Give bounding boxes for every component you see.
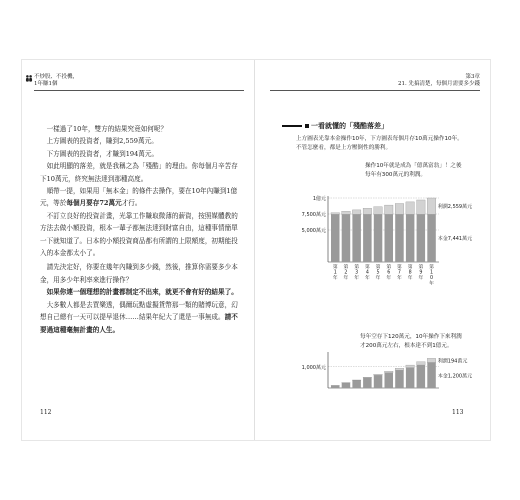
bar-principal — [417, 365, 426, 388]
profit-label: 利潤2,559萬元 — [437, 204, 473, 211]
x-tick-label: 第 — [375, 265, 381, 270]
body-text-run: 下方圖表的投資者，才賺到194萬元。 — [46, 149, 159, 158]
chart-intro-text: 上方圖表光靠本金操作10年，下方圖表每個月存10萬元操作10年。不管怎麼看，都是上方壓倒性的勝利。 — [296, 136, 463, 151]
bar-principal — [385, 214, 394, 262]
x-tick-label: 6 — [387, 270, 391, 276]
bar-profit — [406, 202, 415, 214]
left-running-header — [34, 74, 78, 88]
book-gutter — [254, 60, 255, 440]
x-tick-label: 第 — [386, 265, 392, 270]
bar-principal — [385, 373, 394, 388]
body-text-run: 請先決定好，你要在幾年內賺到多少錢，然後，推算你需要多少本金，用多少年利率來進行操作？ — [40, 263, 238, 284]
y-tick-label: 5,000萬元 — [301, 228, 326, 234]
bar-profit — [395, 203, 404, 214]
bar-principal — [352, 214, 361, 262]
x-tick-label: 第 — [397, 265, 402, 270]
bar-principal — [417, 214, 426, 262]
x-tick-label: 第 — [407, 265, 413, 270]
callout-lower-chart: 每年空存下120萬元，10年操作下來利潤才200萬元左右，根本達不到1億元。 — [360, 334, 462, 349]
x-tick-label: 1 — [430, 270, 434, 276]
title-square — [305, 124, 309, 128]
body-text-run: 順帶一提，如果用「無本金」的條件去操作，要在10年內賺到1億元，等於 — [40, 187, 238, 208]
left-header-rule — [34, 90, 244, 91]
x-tick-label: 年 — [343, 276, 349, 281]
emphasis-text: 如果你連一個理想的計畫都制定不出來，就更不會有好的結果了。 — [46, 288, 238, 297]
bar-principal — [406, 368, 415, 388]
profit-label: 利潤194萬元 — [437, 358, 468, 365]
bar-profit — [374, 374, 383, 375]
body-text-run: 才行。 — [121, 199, 142, 208]
right-header-rule — [270, 90, 480, 91]
x-tick-label: 年 — [429, 281, 434, 287]
bar-profit — [417, 362, 426, 365]
right-header-line-2: 21. 先搞清楚，每個月需要多少錢 — [398, 81, 480, 87]
x-tick-label: 年 — [386, 276, 392, 281]
body-text-run: 一樣過了10年，雙方的結果究竟如何呢？ — [46, 125, 168, 133]
body-paragraph — [40, 286, 240, 298]
bar-profit — [363, 208, 372, 214]
x-tick-label: 第 — [332, 265, 338, 270]
x-tick-label: 4 — [365, 270, 369, 276]
right-page-number: 113 — [452, 409, 464, 416]
bar-principal — [342, 383, 351, 388]
bar-profit — [395, 368, 404, 370]
right-header-line-1: 第3章 — [465, 74, 480, 80]
bar-principal — [427, 363, 436, 389]
bar-principal — [406, 214, 415, 262]
x-tick-label: 年 — [354, 276, 360, 281]
bar-profit — [406, 365, 415, 368]
body-paragraph — [40, 185, 240, 210]
emphasis-text: 請不要過這種毫無計畫的人生。 — [40, 313, 238, 334]
x-tick-label: 第 — [418, 265, 424, 270]
bar-principal — [331, 385, 340, 388]
x-tick-label: 年 — [332, 276, 338, 281]
title-rule — [282, 125, 302, 127]
bar-principal — [342, 214, 351, 262]
bar-principal — [395, 370, 404, 388]
x-tick-label: 9 — [419, 270, 423, 276]
bar-profit — [385, 371, 394, 372]
body-paragraph — [40, 160, 240, 185]
x-tick-label: 8 — [408, 270, 412, 276]
family-people-icon — [25, 74, 33, 82]
lower-stacked-bar-chart — [290, 348, 480, 404]
x-tick-label: 第 — [354, 265, 360, 270]
bar-profit — [363, 377, 372, 378]
x-tick-label: 年 — [418, 276, 424, 281]
body-paragraph — [40, 210, 240, 260]
x-tick-label: 第 — [343, 265, 349, 270]
left-page-number: 112 — [40, 409, 52, 416]
callout-upper-chart: 操作10年就是成為「億萬富翁」！之後每年有300萬元的利潤。 — [365, 163, 462, 178]
bar-principal — [427, 214, 436, 262]
x-tick-label: 5 — [376, 270, 380, 276]
body-paragraph — [40, 148, 240, 160]
body-text-run: 不訂立良好的投資計畫，光靠工作賺取微薄的薪資，按照媒體教的方法去做小額投資，根本一輩子都無法達到財富自由，這種事情簡單一下就知道了。日本的小額投資商品都有所謂的上限額度，初期能投入的本金都太小了。 — [40, 211, 238, 258]
x-tick-label: 年 — [375, 276, 381, 281]
bar-profit — [427, 198, 436, 214]
y-tick-label: 1億元 — [312, 196, 326, 202]
x-tick-label: 年 — [407, 276, 413, 281]
section-title-text: 一看就懂的「殘酷落差」 — [311, 122, 388, 130]
x-tick-label: 0 — [430, 276, 434, 281]
bar-profit — [331, 213, 340, 215]
bar-profit — [352, 210, 361, 214]
x-tick-label: 1 — [333, 270, 337, 276]
bar-profit — [385, 205, 394, 214]
bar-principal — [363, 214, 372, 262]
body-paragraph — [40, 261, 240, 286]
bar-principal — [395, 214, 404, 262]
y-tick-label: 1,000萬元 — [301, 364, 326, 371]
bar-profit — [342, 211, 351, 214]
body-paragraph — [40, 299, 240, 336]
x-tick-label: 年 — [397, 276, 402, 281]
bar-profit — [417, 200, 426, 214]
x-tick-label: 年 — [364, 276, 370, 281]
body-text-run: 如此明顯的落差，就是我稱之為「殘酷」的理由。你每個月辛苦存下10萬元，終究無法達到那種高度。 — [40, 162, 238, 183]
x-tick-label: 7 — [397, 270, 401, 276]
bar-principal — [331, 214, 340, 262]
body-paragraph — [40, 123, 240, 135]
x-tick-label: 第 — [429, 265, 434, 270]
principal-label: 本金7,441萬元 — [437, 236, 473, 243]
section-title — [282, 121, 388, 131]
bar-principal — [363, 378, 372, 388]
bar-profit — [427, 358, 436, 362]
left-page-body-text — [40, 123, 240, 336]
emphasis-text: 每個月要存72萬元 — [66, 199, 122, 208]
bar-principal — [374, 214, 383, 262]
x-tick-label: 第 — [364, 265, 370, 270]
bar-profit — [374, 207, 383, 215]
body-text-run: 大多數人都是去買樂透，偶爾玩點虛擬貨幣那一類的賭博玩意，幻想自己總有一天可以提早退休……結果年紀大了還是一事無成。 — [40, 300, 238, 322]
principal-label: 本金1,200萬元 — [437, 373, 473, 380]
left-header-line-2: 1年賺1個 — [34, 81, 58, 87]
upper-stacked-bar-chart — [290, 192, 480, 288]
bar-principal — [352, 380, 361, 388]
x-tick-label: 3 — [355, 270, 359, 276]
y-tick-label: 7,500萬元 — [301, 212, 326, 218]
bar-principal — [374, 375, 383, 388]
body-text-run: 上方圖表的投資者，賺到2,559萬元。 — [46, 137, 158, 146]
body-paragraph — [40, 135, 240, 147]
right-running-header — [398, 74, 480, 88]
left-header-line-1: 不炒股、不投機， — [34, 74, 79, 80]
x-tick-label: 2 — [344, 270, 348, 276]
